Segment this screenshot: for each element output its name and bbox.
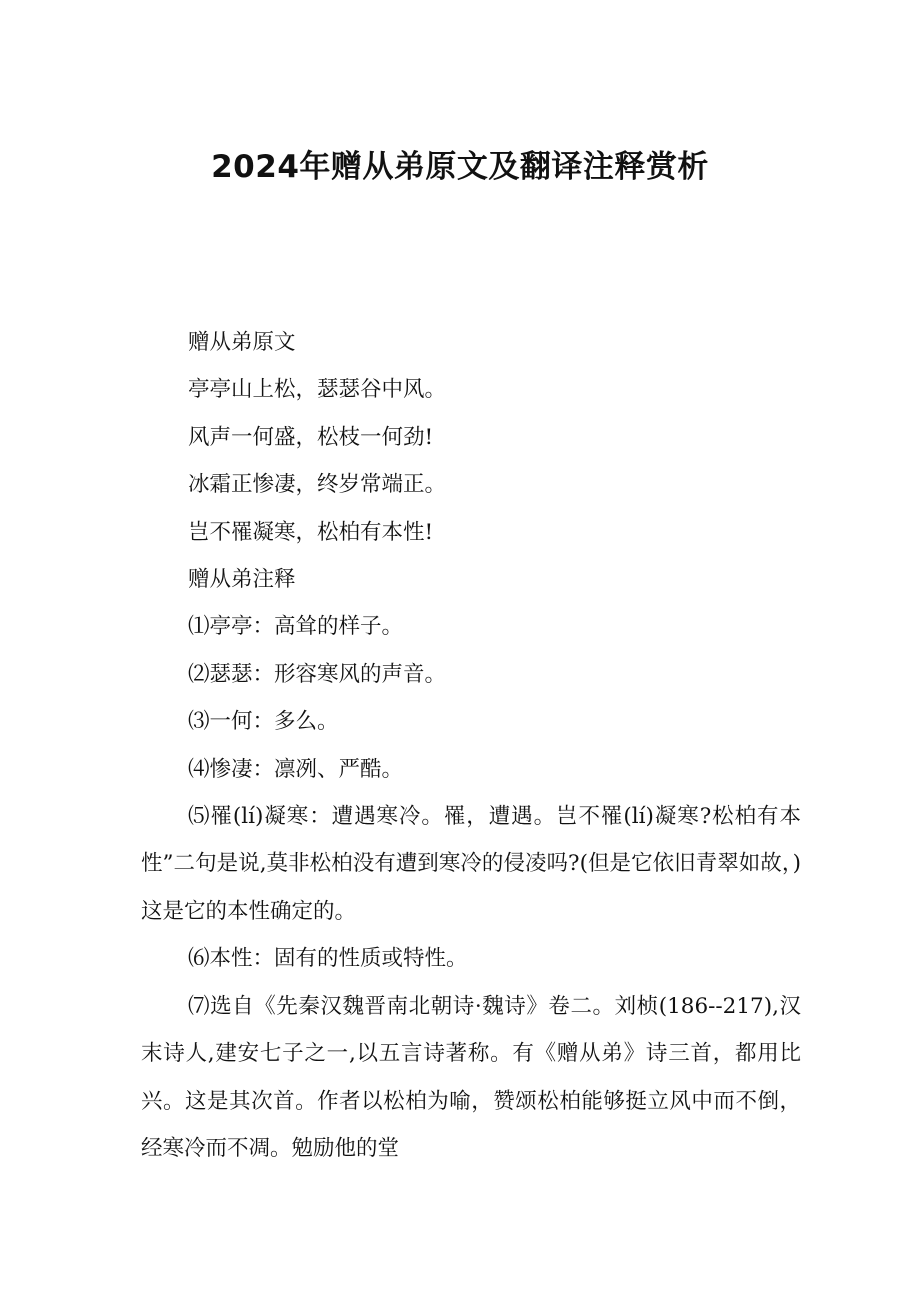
note-1: ⑴亭亭：高耸的样子。: [188, 614, 404, 640]
note-7: ⑺选自《先秦汉魏晋南北朝诗·魏诗》卷二。刘桢(186--217),汉末诗人,建安七子之一,以五言诗著称。有《赠从弟》诗三首，都用比兴。这是其次首。作者以松柏为喻，赞颂松柏能够挺立风中而不倒，经寒冷而不凋。勉励他的堂: [141, 993, 801, 1161]
poem-line-2: 风声一何盛，松枝一何劲!: [188, 424, 434, 450]
section-heading-notes: 赠从弟注释: [188, 567, 296, 593]
note-4: ⑷惨凄：凛冽、严酷。: [188, 756, 404, 782]
section-heading-original: 赠从弟原文: [188, 330, 296, 355]
poem-line-4: 岂不罹凝寒，松柏有本性!: [188, 519, 434, 545]
document-body: [141, 319, 801, 1172]
note-6: ⑹本性：固有的性质或特性。: [188, 946, 468, 972]
note-2: ⑵瑟瑟：形容寒风的声音。: [188, 661, 447, 687]
note-3: ⑶一何：多么。: [188, 709, 339, 735]
poem-line-1: 亭亭山上松，瑟瑟谷中风。: [188, 377, 447, 403]
poem-line-3: 冰霜正惨凄，终岁常端正。: [188, 472, 447, 498]
document-title: 2024年赠从弟原文及翻译注释赏析: [211, 149, 709, 185]
note-5: ⑸罹(lí)凝寒：遭遇寒冷。罹，遭遇。岂不罹(lí)凝寒?松柏有本性”二句是说,莫非松柏没有遭到寒冷的侵凌吗?(但是它依旧青翠如故，)这是它的本性确定的。: [141, 804, 801, 924]
